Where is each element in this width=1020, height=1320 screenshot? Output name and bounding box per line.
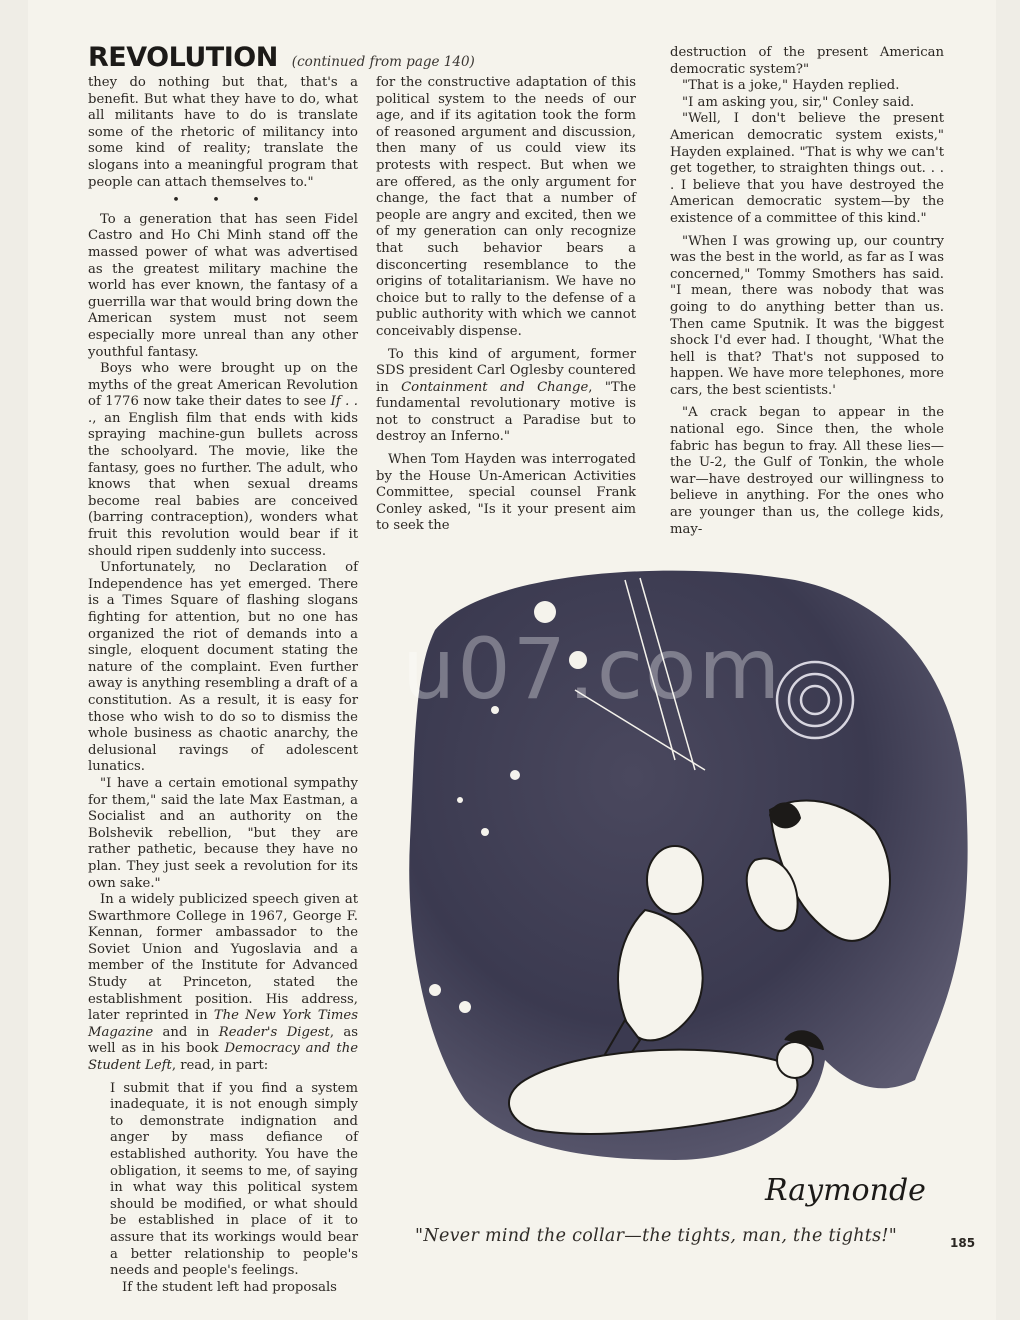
text-run: To this kind of argument, former SDS president Carl Oglesby countered in (376, 346, 636, 395)
text-column-3 (670, 45, 944, 538)
continued-note: (continued from page 140) (291, 54, 475, 70)
paragraph: To a generation that has seen Fidel Castro and Ho Chi Minh stand off the massed power of what was advertised as the greatest military machine the world has ever known, the fantasy of a guerrilla war that would bring down the American system must not seem especially more unreal than any other youthful fantasy. (88, 211, 358, 360)
publication-title: The New York Times Magazine (88, 1008, 359, 1040)
text-run: , "The fundamental revolutionary motive is not to construct a Paradise but to destroy an Inferno." (376, 379, 636, 445)
block-quote: I submit that if you find a system inadequate, it is not enough simply to demonstrate indignation and anger by mass defiance of established authority. You have the obligation, it seems to me, of saying in what way this political system should be modified, or what should be established in place of it to assure that its workings would bear a better relationship to people's needs and people's feelings. (110, 1080, 358, 1279)
paragraph (88, 892, 358, 1075)
watermark: u07.com (402, 620, 783, 718)
text-column-1 (88, 75, 358, 1296)
paragraph: "I am asking you, sir," Conley said. (682, 94, 915, 110)
text-run: Boys who were brought up on the myths of the great American Revolution of 1776 now take their dates to see (88, 361, 358, 410)
section-break: • • • (172, 193, 274, 209)
paragraph: "A crack began to appear in the national ego. Since then, the whole fabric has begun to fray. All these lies—the U-2, the Gulf of Tonkin, the whole war—have destroyed our willingness to believe in anything. For the ones who are younger than us, the college kids, may- (670, 405, 944, 537)
paragraph: for the constructive adaptation of this political system to the needs of our age, and if its agitation took the form of reasoned argument and discussion, then many of us could view its protests with respect. But when we are offered, as the only argument for change, the fact that a number of people are angry and excited, then we of my generation can only recognize that such behavior bears a disconcerting resemblance to the origins of totalitarianism. We have no choice but to rally to the defense of a public authority with which we cannot conceivably dispense. (376, 75, 636, 339)
paragraph: they do nothing but that, that's a benefit. But what they have to do, what all militants have to do is translate some of the rhetoric of militancy into some kind of reality; translate the slogans into a meaningful program that people can attach themselves to." (88, 75, 358, 190)
artist-signature: Raymonde (765, 1173, 926, 1208)
cartoon-illustration (375, 560, 975, 1220)
cartoon-caption: "Never mind the collar—the tights, man, the tights!" (415, 1226, 898, 1246)
text-run: , read, in part: (171, 1058, 269, 1074)
paragraph (88, 361, 358, 560)
text-run: and in (153, 1024, 219, 1040)
article-kicker: REVOLUTION (88, 42, 278, 73)
article-header (88, 42, 475, 73)
text-column-2 (376, 75, 636, 535)
text-run: In a widely publicized speech given at Swarthmore College in 1967, George F. Kennan, former ambassador to the Soviet Union and Yugoslavia and a member of the Institute for Advanced Study at Princeton, stated the establishment position. His address, later reprinted in (88, 892, 358, 1024)
paragraph: destruction of the present American democratic system?" (670, 45, 944, 77)
paragraph: When Tom Hayden was interrogated by the House Un-American Activities Committee, special counsel Frank Conley asked, "Is it your present aim to seek the (376, 452, 636, 534)
paragraph: Unfortunately, no Declaration of Independence has yet emerged. There is a Times Square of flashing slogans fighting for attention, but no one has organized the riot of demands into a single, eloquent document stating the nature of the complaint. Even further away is anything resembling a draft of a constitution. As a result, it is easy for those who wish to do so to dismiss the whole business as chaotic anarchy, the delusional ravings of adolescent lunatics. (88, 560, 358, 775)
paragraph: "That is a joke," Hayden replied. (682, 78, 900, 94)
text-run: , as well as in his book (88, 1024, 359, 1057)
block-quote-continued: If the student left had proposals (122, 1279, 337, 1295)
paragraph: "I have a certain emotional sympathy for them," said the late Max Eastman, a Socialist and an authority on the Bolshevik rebellion, "but they are rather pathetic, because they have no plan. They just seek a revolution for its own sake." (88, 775, 358, 891)
paragraph: "When I was growing up, our country was the best in the world, as far as I was concerned," Tommy Smothers has said. "I mean, there was nobody that was going to do anything better than us. Then came Sputnik. It was the biggest shock I'd ever had. I thought, 'What the hell is that? That's not supposed to happen. We have more telephones, more cars, the best scientists.' (670, 233, 944, 398)
book-title: Containment and Change (401, 379, 589, 395)
page-number: 185 (950, 1236, 976, 1250)
book-title: Democracy and the Student Left (88, 1041, 358, 1074)
paragraph: "Well, I don't believe the present American democratic system exists," Hayden explained. "That is why we can't get together, to straighten things out. . . . I believe that you have destroyed the American democratic system—by the existence of a committee of this kind." (670, 111, 944, 226)
text-run: , an English film that ends with kids spraying machine-gun bullets across the schoolyard. The movie, like the fantasy, goes no further. The adult, who knows that when sexual dreams become real babies are conceived (barring contraception), wonders what fruit this revolution would bear if it should ripen suddenly into success. (88, 410, 358, 559)
film-title: If . . . (88, 394, 358, 426)
paragraph (376, 347, 636, 447)
publication-title: Reader's Digest (218, 1024, 330, 1040)
